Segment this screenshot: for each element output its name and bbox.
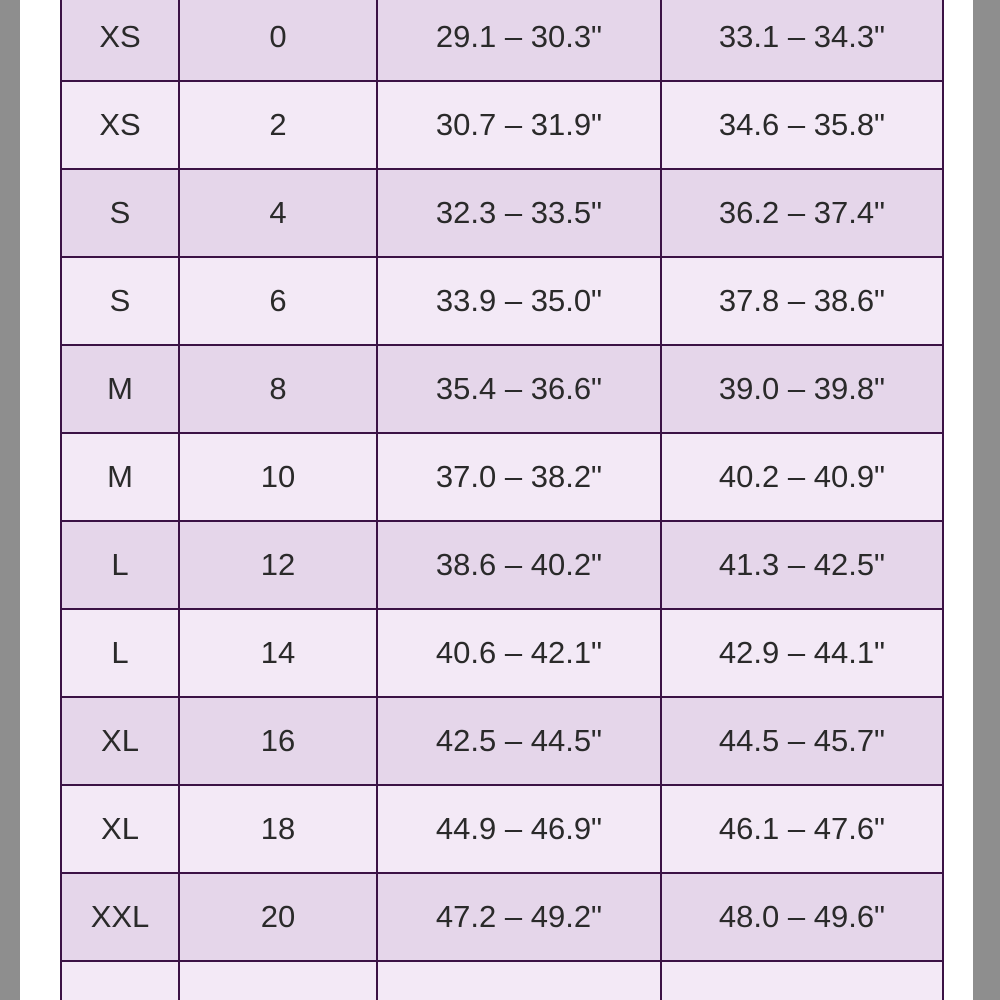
bust-cell: 32.3 – 33.5" [377,169,661,257]
hip-cell: 44.5 – 45.7" [661,697,943,785]
hip-cell [661,961,943,1000]
hip-cell: 39.0 – 39.8" [661,345,943,433]
us-size-cell: 4 [179,169,377,257]
size-cell [61,961,179,1000]
us-size-cell: 10 [179,433,377,521]
us-size-cell: 6 [179,257,377,345]
us-size-cell: 12 [179,521,377,609]
bust-cell: 33.9 – 35.0" [377,257,661,345]
us-size-cell [179,961,377,1000]
table-row [61,961,943,1000]
table-row [61,521,943,609]
size-cell: M [61,345,179,433]
bust-cell [377,961,661,1000]
table-row [61,609,943,697]
size-cell: L [61,521,179,609]
us-size-cell: 16 [179,697,377,785]
hip-cell: 40.2 – 40.9" [661,433,943,521]
us-size-cell: 18 [179,785,377,873]
size-cell: XS [61,0,179,81]
hip-cell: 33.1 – 34.3" [661,0,943,81]
hip-cell: 36.2 – 37.4" [661,169,943,257]
bust-cell: 47.2 – 49.2" [377,873,661,961]
bust-cell: 40.6 – 42.1" [377,609,661,697]
bust-cell: 35.4 – 36.6" [377,345,661,433]
bust-cell: 30.7 – 31.9" [377,81,661,169]
bust-cell: 44.9 – 46.9" [377,785,661,873]
size-chart-table [60,0,944,1000]
size-cell: S [61,257,179,345]
bust-cell: 42.5 – 44.5" [377,697,661,785]
hip-cell: 48.0 – 49.6" [661,873,943,961]
size-cell: XS [61,81,179,169]
us-size-cell: 8 [179,345,377,433]
us-size-cell: 14 [179,609,377,697]
hip-cell: 34.6 – 35.8" [661,81,943,169]
us-size-cell: 0 [179,0,377,81]
table-row [61,697,943,785]
size-cell: XL [61,785,179,873]
hip-cell: 46.1 – 47.6" [661,785,943,873]
table-row [61,873,943,961]
table-row [61,0,943,81]
table-row [61,433,943,521]
size-cell: L [61,609,179,697]
us-size-cell: 2 [179,81,377,169]
page-content [20,0,973,1000]
table-row [61,785,943,873]
bust-cell: 38.6 – 40.2" [377,521,661,609]
size-cell: XL [61,697,179,785]
table-row [61,169,943,257]
size-cell: XXL [61,873,179,961]
table-row [61,345,943,433]
bust-cell: 37.0 – 38.2" [377,433,661,521]
size-cell: S [61,169,179,257]
hip-cell: 41.3 – 42.5" [661,521,943,609]
bust-cell: 29.1 – 30.3" [377,0,661,81]
size-cell: M [61,433,179,521]
table-row [61,81,943,169]
us-size-cell: 20 [179,873,377,961]
table-row [61,257,943,345]
hip-cell: 37.8 – 38.6" [661,257,943,345]
hip-cell: 42.9 – 44.1" [661,609,943,697]
